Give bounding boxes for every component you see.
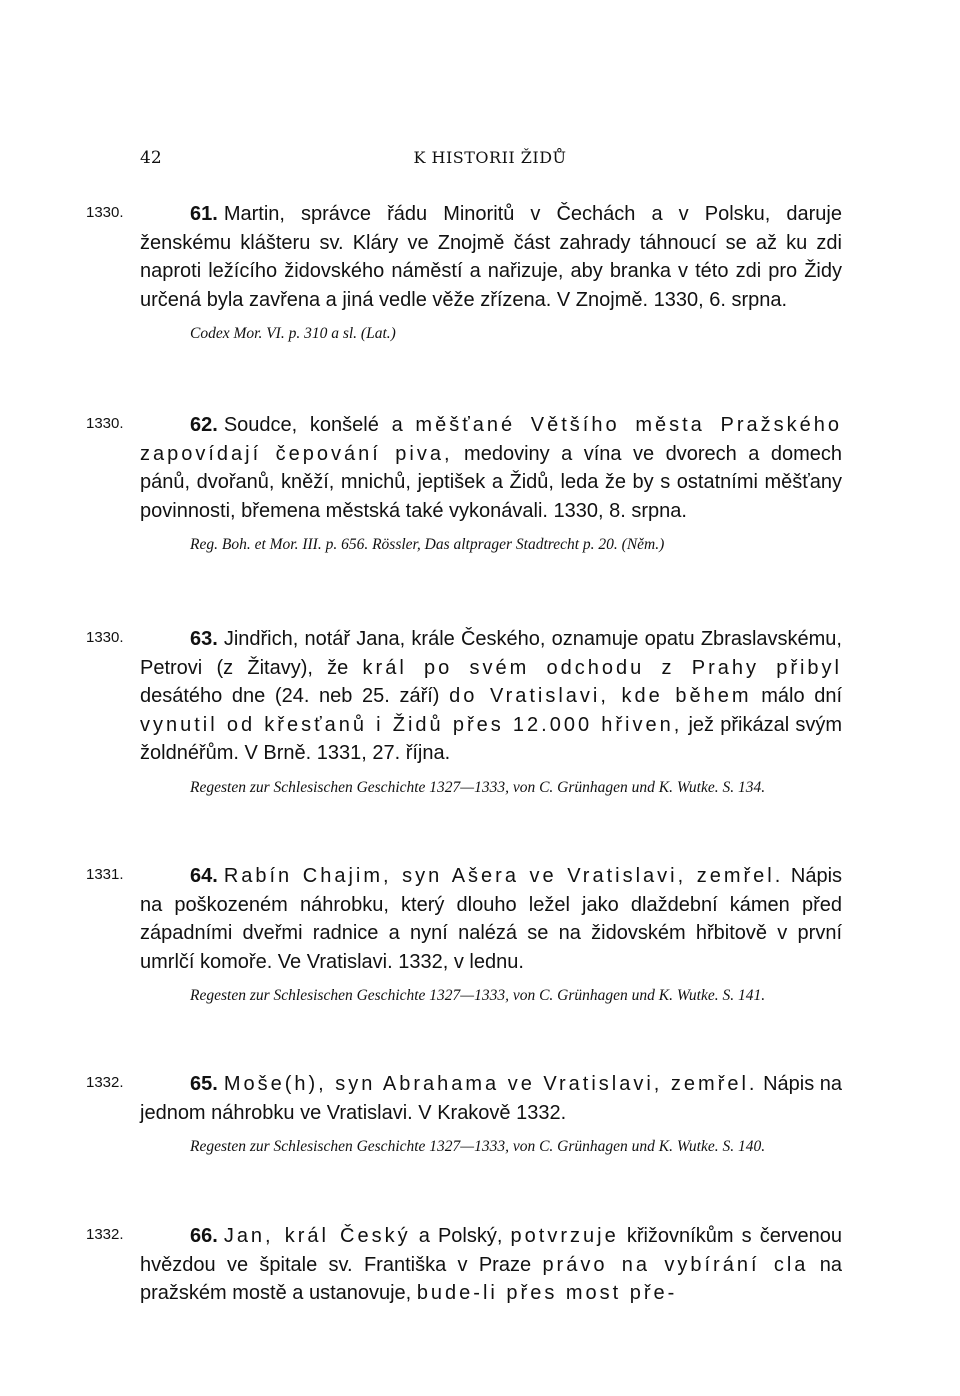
entry-text-part: na pražském mostě a ustanovuje, bbox=[140, 1253, 843, 1304]
entry-number: 63. bbox=[190, 628, 218, 650]
entry-source: Regesten zur Schlesischen Geschichte 1327—1333, von C. Grünhagen und K. Wutke. S. 134. bbox=[190, 778, 766, 796]
entry-text-part: Martin, správce řádu Minoritů v Čechách a v Polsku, daruje ženskému klášteru sv. Kláry ve Znojmě část zahrady táhnoucí se až ku zdi naproti ležícího židovského náměstí a nařizuje, aby branka v této zdi pro Židy určená byla zavřena a jiná vedle věže zřízena. V Znojmě. 1330, 6. srpna. bbox=[140, 203, 842, 311]
entry-64 bbox=[86, 862, 843, 1009]
entry-source: Reg. Boh. et Mor. III. p. 656. Rössler, Das altprager Stadtrecht p. 20. (Něm.) bbox=[190, 536, 665, 553]
entry-source: Regesten zur Schlesischen Geschichte 1327—1333, von C. Grünhagen und K. Wutke. S. 141. bbox=[190, 987, 766, 1004]
entry-text-spaced: Moše(h), syn Abrahama ve Vratislavi, zemřel. bbox=[223, 1073, 758, 1095]
entry-source: Regesten zur Schlesischen Geschichte 1327—1333, von C. Grünhagen und K. Wutke. S. 140. bbox=[190, 1138, 766, 1155]
entry-text-part: Nápis na jednom náhrobku ve Vratislavi. V Krakově 1332. bbox=[140, 1073, 843, 1124]
entry-text-part: a Polský, bbox=[418, 1225, 503, 1247]
page-number: 42 bbox=[140, 148, 162, 168]
entry-text-spaced: Jan, král Český bbox=[223, 1225, 411, 1247]
entry-62 bbox=[86, 411, 843, 558]
entry-text-spaced: Rabín Chajim, syn Ašera ve Vratislavi, zemřel. bbox=[223, 865, 784, 887]
entry-year: 1330. bbox=[86, 415, 124, 432]
entry-number: 66. bbox=[190, 1225, 218, 1247]
entry-number: 62. bbox=[190, 414, 218, 436]
entry-text-part: Nápis na poškozeném náhrobku, který dlouho ležel jako dlaždební kámen před západními dveřmi radnice a nyní nalézá se na židovském hřbitově v první umrlčí komoře. Ve Vratislavi. 1332, v lednu. bbox=[140, 865, 843, 973]
entry-text bbox=[140, 862, 842, 976]
running-title: K HISTORII ŽIDŮ bbox=[413, 148, 567, 167]
page-header bbox=[140, 148, 840, 172]
entry-text-part: Jindřich, notář Jana, krále Českého, oznamuje opatu Zbraslavskému, Petrovi (z Žitavy), že bbox=[140, 628, 842, 679]
entry-source: Codex Mor. VI. p. 310 a sl. (Lat.) bbox=[190, 325, 396, 342]
entry-number: 64. bbox=[190, 865, 218, 887]
entry-year: 1331. bbox=[86, 866, 124, 883]
entry-65 bbox=[86, 1070, 843, 1160]
entry-text bbox=[140, 1070, 842, 1127]
entry-text bbox=[140, 625, 842, 768]
entry-year: 1330. bbox=[86, 204, 124, 221]
entry-text-spaced: král po svém odchodu z Prahy přibyl bbox=[362, 656, 842, 679]
entry-63 bbox=[86, 625, 843, 801]
entry-text-part: medoviny a vína ve dvorech a domech pánů, dvořanů, kněží, mnichů, jeptišek a Židů, leda že by s ostatními měšťany povinnosti, břemena městská také vykonávali. 1330, 8. srpna. bbox=[140, 442, 843, 522]
entry-text-spaced: do Vratislavi, kde během bbox=[449, 685, 752, 707]
entry-year: 1332. bbox=[86, 1074, 124, 1091]
entry-text bbox=[140, 411, 842, 525]
entry-66 bbox=[86, 1222, 843, 1308]
entry-text-part: málo dní bbox=[761, 685, 843, 707]
entry-text-part: křižovníkům s červenou hvězdou ve špitale sv. Františka v Praze bbox=[140, 1225, 842, 1276]
entry-text bbox=[140, 200, 842, 314]
entry-text-spaced: právo na vybírání cla bbox=[542, 1253, 809, 1276]
entry-text-spaced: bude-li přes most pře- bbox=[416, 1282, 678, 1304]
entry-number: 65. bbox=[190, 1073, 218, 1095]
entry-text-spaced: měšťané Většího města Pražského zapovídají čepování piva, bbox=[140, 414, 842, 465]
entry-year: 1330. bbox=[86, 629, 124, 646]
entry-text-part: jež přikázal svým žoldnéřům. V Brně. 1331, 27. října. bbox=[140, 713, 842, 764]
entry-year: 1332. bbox=[86, 1226, 124, 1243]
entry-text-spaced: vynutil od křesťanů i Židů přes 12.000 hřiven, bbox=[140, 713, 683, 736]
entry-text-spaced: potvrzuje bbox=[510, 1225, 619, 1247]
entry-text bbox=[140, 1222, 842, 1308]
entry-text-part: Soudce, konšelé a bbox=[223, 414, 403, 436]
entry-text-part: desátého dne (24. neb 25. září) bbox=[140, 685, 440, 707]
entry-number: 61. bbox=[190, 203, 218, 225]
entry-61 bbox=[86, 200, 842, 347]
